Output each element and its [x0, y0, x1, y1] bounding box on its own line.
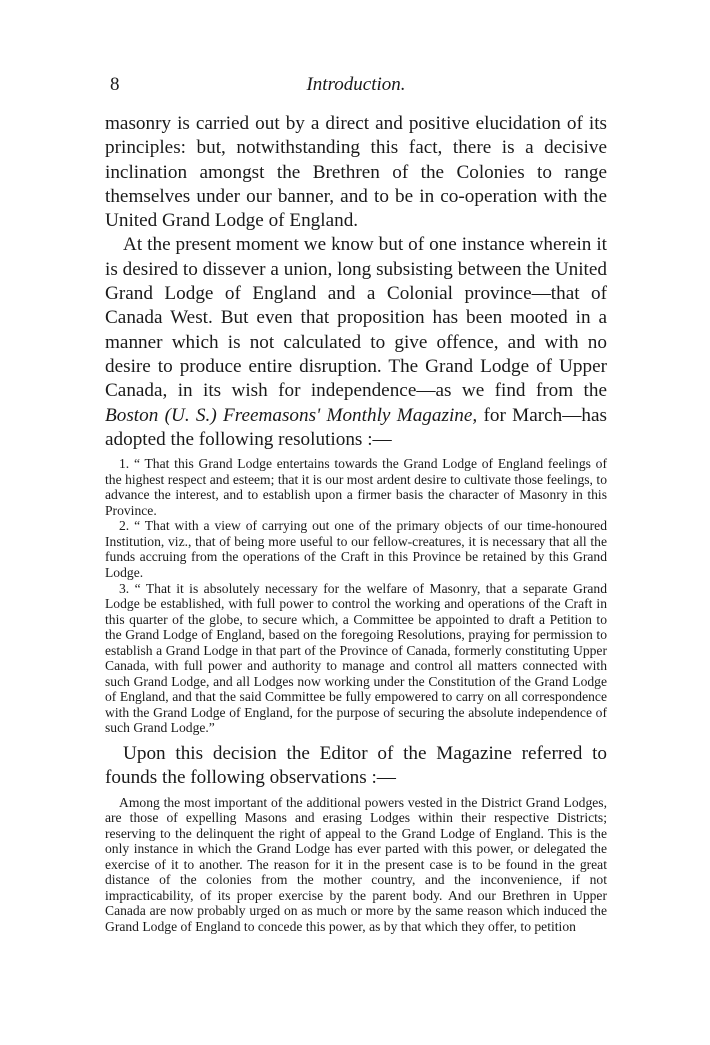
page-number: 8: [110, 74, 120, 95]
magazine-title: Boston (U. S.) Freemasons' Monthly Magazine,: [105, 404, 478, 426]
resolution-2: 2. “ That with a view of carrying out one of the primary objects of our time-honoured Institution, viz., that of being more useful to our fellow-creatures, it is necessary that all the funds accruing from the operations of the Craft in this Province be retained by this Grand Lodge.: [105, 518, 607, 580]
running-head: [105, 74, 607, 104]
resolution-3: 3. “ That it is absolutely necessary for the welfare of Masonry, that a separate Grand Lodge be established, with full power to control the working and operations of the Craft in this quarter of the globe, to secure which, a Committee be appointed to draft a Petition to the Grand Lodge of England, based on the foregoing Resolutions, praying for permission to establish a Grand Lodge in that part of the Province of Canada, formerly constituting Upper Canada, with full power and authority to manage and control all matters connected with such Grand Lodge, and all Lodges now working under the Constitution of the Grand Lodge of England, and that the said Committee be fully empowered to carry on all correspondence with the Grand Lodge of England, for the purpose of securing the absolute independence of such Grand Lodge.”: [105, 580, 607, 736]
body-paragraph-3: Upon this decision the Editor of the Magazine referred to founds the following observations :—: [105, 743, 607, 789]
body-paragraph-1: masonry is carried out by a direct and positive elucidation of its principles: but, notwithstanding this fact, there is a decisive inclination amongst the Brethren of the Colonies to range themselves under our banner, and to be in co-operation with the United Grand Lodge of England.: [105, 113, 607, 232]
paragraph-2-text-a: At the present moment we know but of one instance wherein it is desired to dissever a union, long subsisting between the United Grand Lodge of England and a Colonial province—that of Canada West. But even that proposition has been mooted in a manner which is not calculated to give offence, and with no desire to produce entire disruption. The Grand Lodge of Upper Canada, in its wish for independence—as we find from the: [105, 234, 607, 402]
observations-text: Among the most important of the additional powers vested in the District Grand Lodges, are those of expelling Masons and erasing Lodges within their respective Districts; reserving to the delinquent the right of appeal to the Grand Lodge of England. This is the only instance in which the Grand Lodge has ever parted with this power, or delegated the exercise of it to another. The reason for it in the present case is to be found in the great distance of the colonies from the mother country, and the inconvenience, if not impracticability, of its proper exercise by the parent body. And our Brethren in Upper Canada are now probably urged on as much or more by the same reason which induced the Grand Lodge of England to concede this power, as by that which they offer, to petition: [105, 794, 607, 934]
resolutions-block: [105, 456, 607, 736]
resolution-1: 1. “ That this Grand Lodge entertains towards the Grand Lodge of England feelings of the highest respect and esteem; that it is our most ardent desire to cultivate those feelings, to advance the interest, and to establish upon a firmer basis the character of Masonry in this Province.: [105, 456, 607, 518]
book-page: [105, 74, 607, 935]
observations-block: [105, 795, 607, 935]
page-heading: Introduction.: [306, 74, 406, 95]
paragraph-2-text-b: for March—has adopted the following resolutions :—: [105, 404, 608, 450]
body-paragraph-2: [105, 233, 607, 452]
